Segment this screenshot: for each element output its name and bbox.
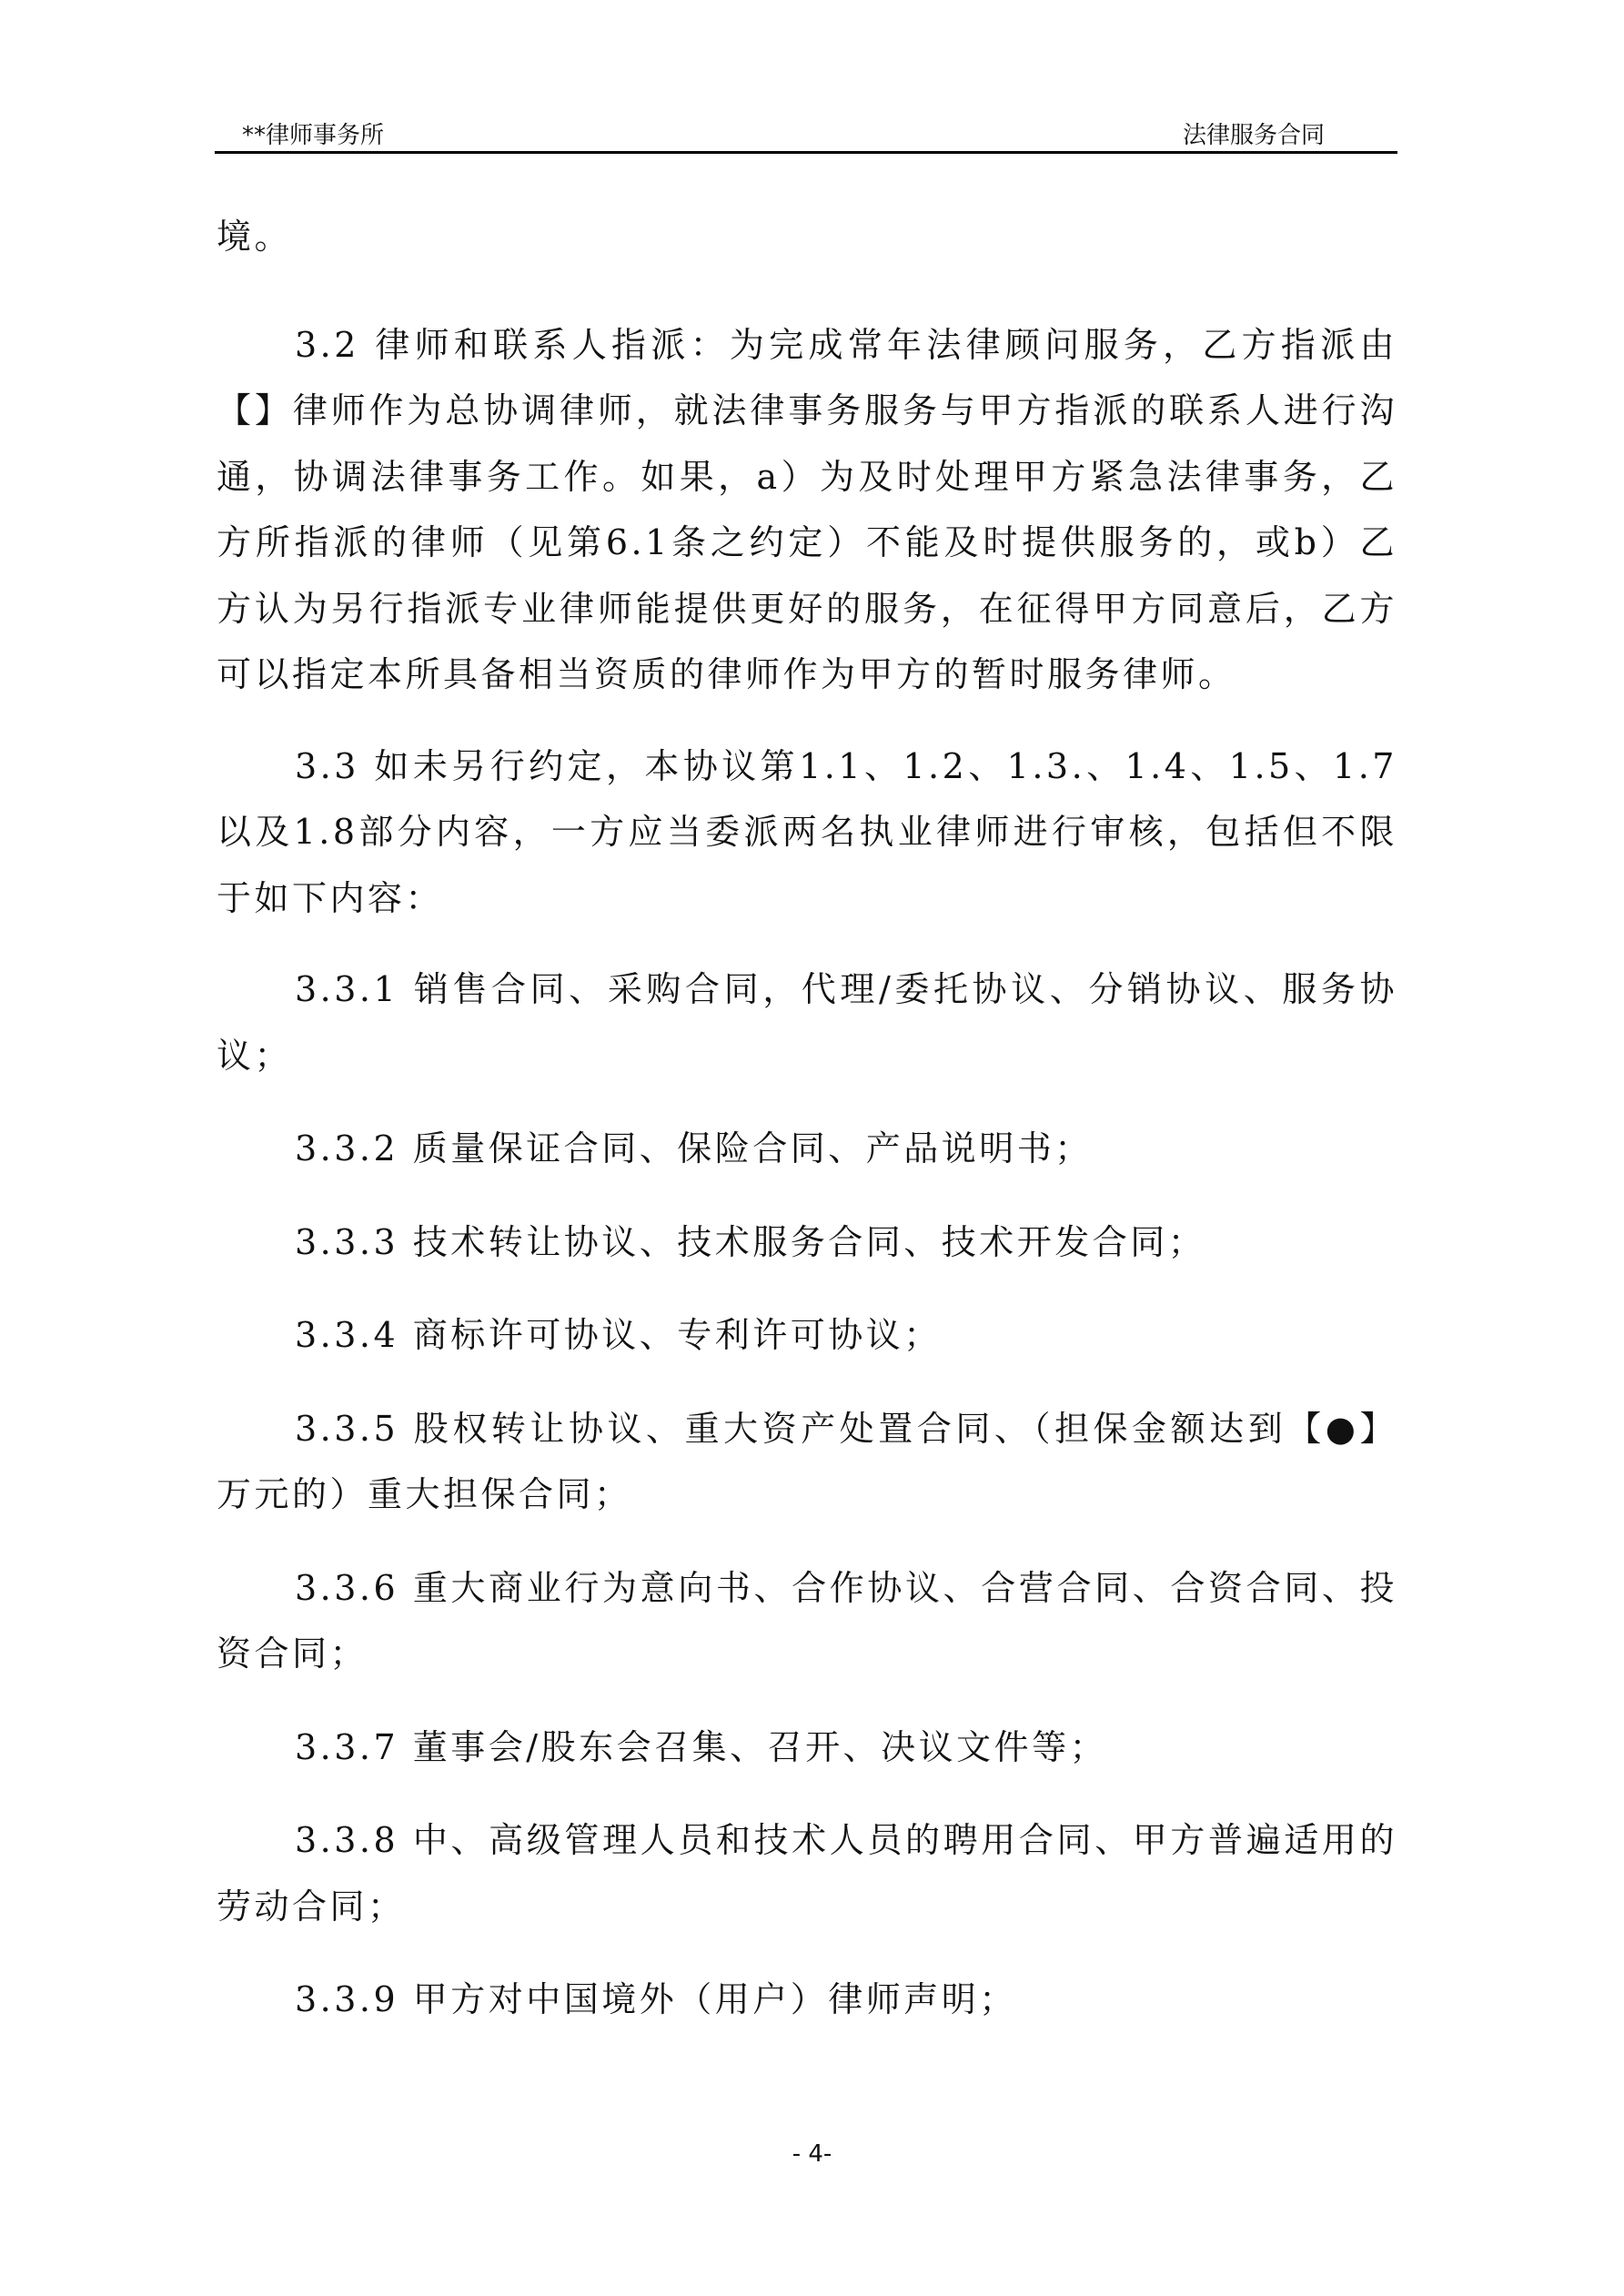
document-body	[217, 204, 1397, 2060]
paragraph-continuation: 境。	[217, 217, 293, 257]
paragraph-3-3-4: 3.3.4 商标许可协议、专利许可协议；	[295, 1315, 942, 1355]
paragraph-3-3-2: 3.3.2 质量保证合同、保险合同、产品说明书；	[295, 1128, 1093, 1168]
paragraph-3-3-7: 3.3.7 董事会/股东会召集、召开、决议文件等；	[295, 1726, 1108, 1767]
paragraph-3-3-1: 3.3.1 销售合同、采购合同，代理/委托协议、分销协议、服务协议；	[217, 969, 1397, 1076]
paragraph-3-3: 3.3 如未另行约定，本协议第1.1、1.2、1.3.、1.4、1.5、1.7以及1.8部分内容，一方应当委派两名执业律师进行审核，包括但不限于如下内容：	[217, 745, 1397, 918]
page-number: - 4-	[792, 2140, 832, 2168]
paragraph-3-3-9: 3.3.9 甲方对中国境外（用户）律师声明；	[295, 1979, 1017, 2019]
document-title: 法律服务合同	[1182, 122, 1325, 149]
paragraph-3-3-6: 3.3.6 重大商业行为意向书、合作协议、合营合同、合资合同、投资合同；	[217, 1567, 1397, 1674]
paragraph-3-2: 3.2 律师和联系人指派：为完成常年法律顾问服务，乙方指派由【】律师作为总协调律师，就法律事务服务与甲方指派的联系人进行沟通，协调法律事务工作。如果，a）为及时处理甲方紧急法律事务，乙方所指派的律师（见第6.1条之约定）不能及时提供服务的，或b）乙方认为另行指派专业律师能提供更好的服务，在征得甲方同意后，乙方可以指定本所具备相当资质的律师作为甲方的暂时服务律师。	[217, 324, 1397, 694]
paragraph-3-3-5: 3.3.5 股权转让协议、重大资产处置合同、（担保金额达到【●】万元的）重大担保合同；	[217, 1408, 1397, 1514]
firm-name: **律师事务所	[242, 122, 385, 149]
page-header	[215, 111, 1397, 154]
paragraph-3-3-3: 3.3.3 技术转让协议、技术服务合同、技术开发合同；	[295, 1221, 1206, 1262]
paragraph-3-3-8: 3.3.8 中、高级管理人员和技术人员的聘用合同、甲方普遍适用的劳动合同；	[217, 1820, 1397, 1927]
